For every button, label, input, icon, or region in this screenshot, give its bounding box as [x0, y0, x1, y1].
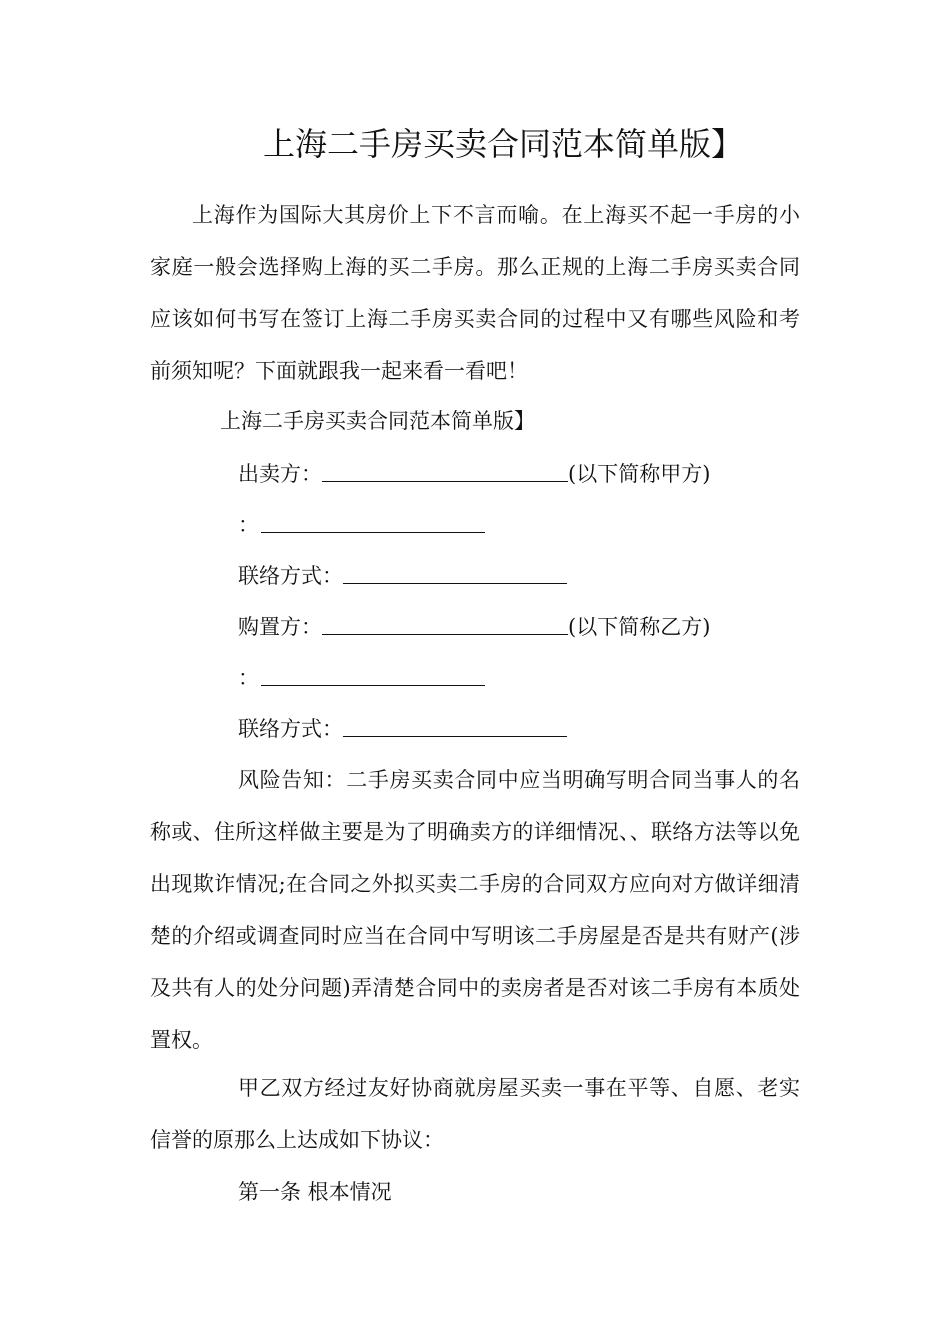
risk-notice-paragraph: 风险告知：二手房买卖合同中应当明确写明合同当事人的名称或、住所这样做主要是为了明确卖方的详细情况、、联络方法等以免出现欺诈情况;在合同之外拟买卖二手房的合同双方应向对方做详细清楚的介绍或调查同时应当在合同中写明该二手房屋是否是共有财产(涉及共有人的处分问题)弄清楚合同中的卖房者是否对该二手房有本质处置权。 — [150, 768, 800, 1052]
seller-contact-field — [238, 550, 567, 602]
seller-name-blank — [322, 461, 568, 482]
buyer-contact-field — [238, 703, 567, 755]
seller-suffix: (以下简称甲方) — [568, 462, 711, 486]
buyer-colon: ： — [238, 666, 259, 690]
document-title: 上海二手房买卖合同范本简单版】 — [262, 125, 743, 163]
seller-contact-label: 联络方式： — [238, 564, 343, 588]
buyer-extra-field — [238, 652, 485, 704]
article-one-heading: 第一条 根本情况 — [238, 1180, 392, 1204]
buyer-field — [238, 601, 710, 653]
seller-label: 出卖方： — [238, 462, 322, 486]
contract-subtitle: 上海二手房买卖合同范本简单版】 — [220, 409, 535, 433]
seller-colon: ： — [238, 513, 259, 537]
buyer-suffix: (以下简称乙方) — [568, 615, 711, 639]
buyer-contact-blank — [343, 716, 567, 737]
buyer-extra-blank — [261, 665, 485, 686]
seller-extra-field — [238, 499, 485, 551]
buyer-name-blank — [322, 614, 568, 635]
buyer-contact-label: 联络方式： — [238, 717, 343, 741]
intro-paragraph: 上海作为国际大其房价上下不言而喻。在上海买不起一手房的小家庭一般会选择购上海的买二手房。那么正规的上海二手房买卖合同应该如何书写在签订上海二手房买卖合同的过程中又有哪些风险和考前须知呢？下面就跟我一起来看一看吧！ — [150, 203, 800, 383]
seller-extra-blank — [261, 512, 485, 533]
seller-contact-blank — [343, 563, 567, 584]
seller-field — [238, 448, 710, 500]
buyer-label: 购置方： — [238, 615, 322, 639]
agreement-paragraph: 甲乙双方经过友好协商就房屋买卖一事在平等、自愿、老实信誉的原那么上达成如下协议： — [150, 1076, 800, 1152]
